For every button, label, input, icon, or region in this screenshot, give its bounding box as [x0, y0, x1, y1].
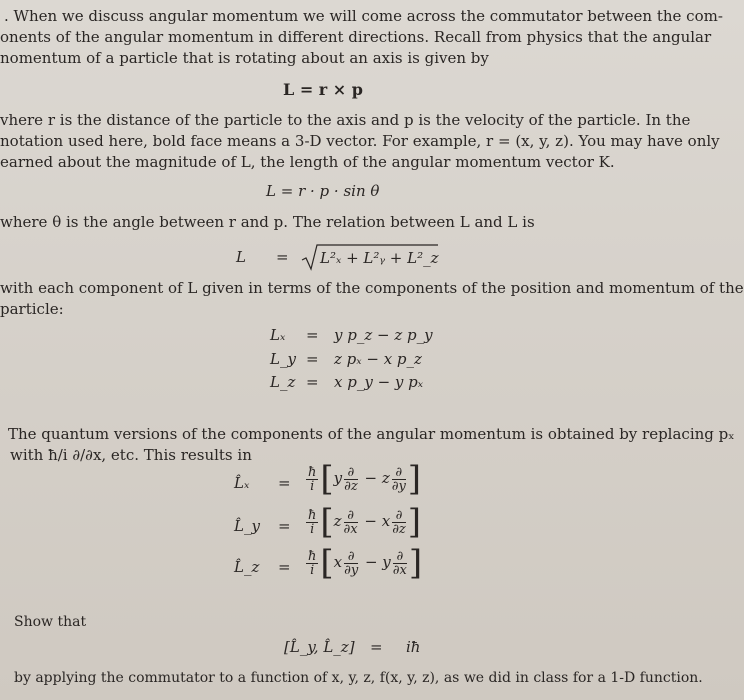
bracket-left: [ — [320, 502, 334, 542]
bracket-right: ] — [407, 459, 422, 499]
text-line: earned about the magnitude of L, the length of the angular momentum vector K. — [0, 153, 615, 171]
partial-b: $\frac{\partial}{\partial x}$ — [392, 548, 407, 578]
eq-rhs: x p_y − y pₓ — [334, 373, 424, 391]
text-line: . When we discuss angular momentum we will come across the commutator between the com- — [4, 7, 723, 25]
eq-equals: = — [276, 248, 289, 266]
bracket-right: ] — [407, 502, 422, 542]
eq-lhs: L̂ₓ — [234, 474, 250, 492]
coef-b: z — [381, 469, 390, 487]
eq-lhs: L_z — [270, 373, 296, 391]
eq-lhs: L_y — [270, 350, 296, 368]
eq-equals: = — [278, 474, 291, 492]
component-row-z — [270, 373, 470, 393]
eq-lhs: L — [236, 248, 246, 266]
eq-rhs: $\frac{ħ}{i}$ [x $\frac{\partial}{\partial y}$ − y $\frac{\partial}{\partial x}$ ] — [308, 543, 423, 583]
text-line: onents of the angular momentum in different directions. Recall from physics that the angular — [0, 28, 712, 46]
eq-rhs: z pₓ − x p_z — [334, 350, 422, 368]
operator-row-z — [234, 543, 434, 590]
hbar-over-i: $\frac{ħ}{i}$ — [308, 548, 317, 578]
text-line: with each component of L given in terms of the components of the position and momentum of the — [0, 279, 744, 297]
text-line: vhere r is the distance of the particle to the axis and p is the velocity of the particle. In the — [0, 111, 691, 129]
coef-a: z — [333, 512, 342, 530]
eq-rhs: L²ₓ + L²ᵧ + L²_z — [320, 249, 439, 267]
equation-sqrt — [236, 242, 456, 272]
partial-a: $\frac{\partial}{\partial z}$ — [344, 464, 358, 494]
final-instruction: by applying the commutator to a function of x, y, z, f(x, y, z), as we did in class for a 1-D function. — [14, 670, 703, 686]
eq-lhs: Lₓ — [270, 326, 286, 344]
eq-lhs: L̂_y — [234, 517, 260, 535]
partial-a: $\frac{\partial}{\partial y}$ — [344, 548, 359, 578]
equation-angular-momentum: L = r × p — [283, 80, 363, 99]
component-row-x — [270, 326, 470, 346]
commutator-equation — [284, 634, 484, 660]
show-that-label: Show that — [14, 614, 87, 630]
partial-b-denom: ∂x — [392, 562, 407, 578]
eq-rhs: y p_z − z p_y — [334, 326, 433, 344]
text-line: nomentum of a particle that is rotating about an axis is given by — [0, 49, 489, 67]
eq-rhs: iħ — [406, 638, 421, 656]
partial-a-denom: ∂x — [343, 521, 358, 537]
equation-magnitude: L = r · p · sin θ — [266, 182, 380, 200]
text-line: particle: — [0, 300, 64, 318]
eq-equals: = — [306, 326, 319, 344]
notation-paragraph — [0, 110, 720, 173]
bracket-left: [ — [320, 543, 334, 583]
component-row-y — [270, 350, 470, 370]
eq-equals: = — [306, 373, 319, 391]
eq-equals: = — [278, 558, 291, 576]
bracket-left: [ — [320, 459, 334, 499]
partial-a-denom: ∂y — [344, 562, 359, 578]
partial-b-denom: ∂z — [392, 521, 406, 537]
partial-a: $\frac{\partial}{\partial x}$ — [343, 507, 358, 537]
text-line: with ħ/i ∂/∂x, etc. This results in — [10, 446, 252, 464]
intro-paragraph — [0, 6, 723, 69]
coef-a: y — [333, 469, 343, 487]
eq-rhs: $\frac{ħ}{i}$ [z $\frac{\partial}{\partial x}$ − x $\frac{\partial}{\partial z}$ ] — [308, 502, 422, 542]
eq-rhs: $\frac{ħ}{i}$ [y $\frac{\partial}{\partial z}$ − z $\frac{\partial}{\partial y}$ ] — [308, 459, 422, 499]
hbar-over-i: $\frac{ħ}{i}$ — [308, 464, 317, 494]
bracket-right: ] — [408, 543, 423, 583]
partial-a-denom: ∂z — [344, 478, 358, 494]
hbar-over-i: $\frac{ħ}{i}$ — [308, 507, 317, 537]
eq-equals: = — [278, 517, 291, 535]
text-line: The quantum versions of the components of the angular momentum is obtained by replacing pₓ — [8, 425, 735, 443]
components-intro — [0, 278, 744, 320]
quantum-paragraph — [8, 424, 735, 466]
text-line: notation used here, bold face means a 3-D vector. For example, r = (x, y, z). You may have only — [0, 132, 720, 150]
coef-a: x — [333, 553, 343, 571]
coef-b: y — [382, 553, 391, 571]
partial-b-denom: ∂y — [391, 478, 406, 494]
operator-row-y — [234, 502, 434, 549]
relation-sentence: where θ is the angle between r and p. The relation between L and L is — [0, 213, 535, 231]
operator-row-x — [234, 459, 434, 506]
eq-equals: = — [370, 638, 383, 656]
eq-equals: = — [306, 350, 319, 368]
eq-lhs: [L̂_y, L̂_z] — [284, 638, 355, 656]
eq-lhs: L̂_z — [234, 558, 260, 576]
coef-b: x — [381, 512, 391, 530]
partial-b: $\frac{\partial}{\partial y}$ — [391, 464, 406, 494]
partial-b: $\frac{\partial}{\partial z}$ — [392, 507, 406, 537]
